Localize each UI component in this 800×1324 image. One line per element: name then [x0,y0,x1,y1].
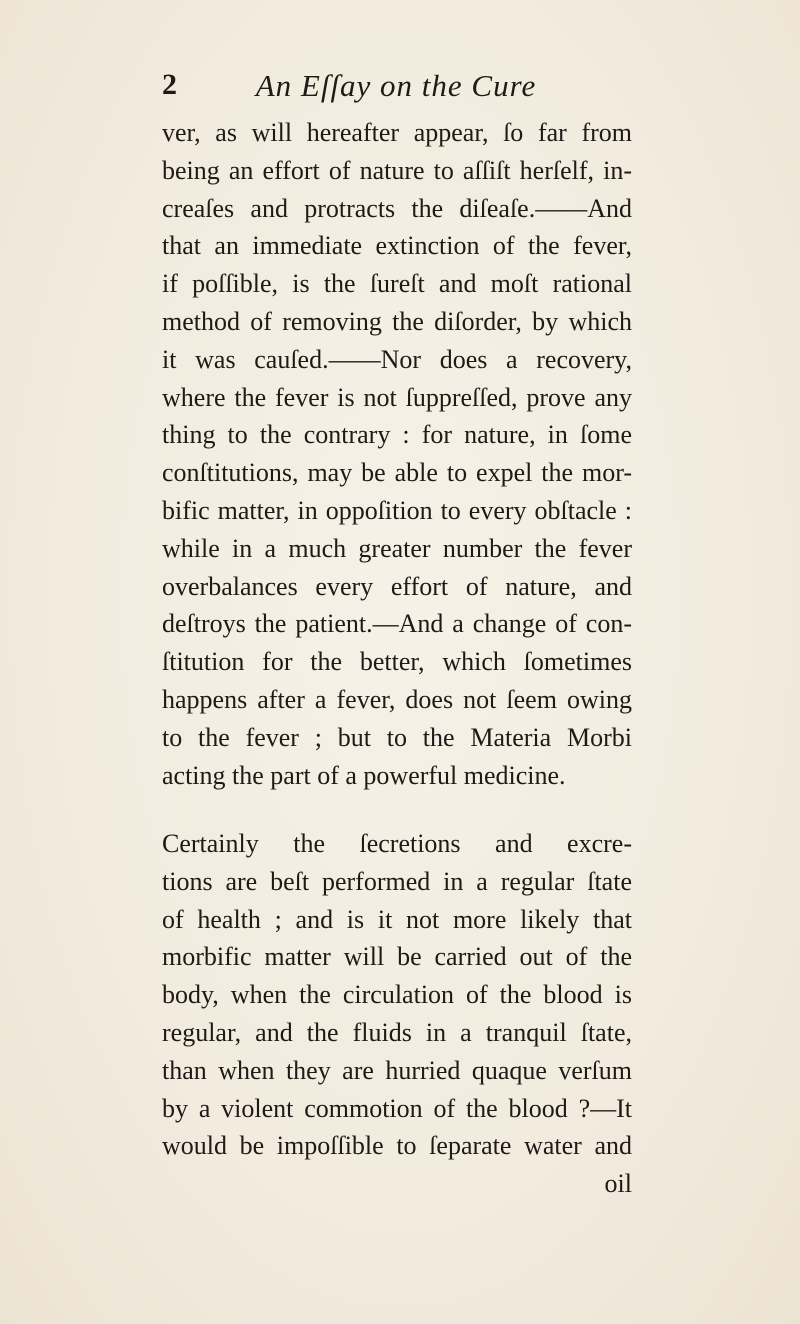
text-line: morbific matter will be carried out of the [162,942,632,972]
text-line: conſtitutions, may be able to expel the mor- [162,458,632,488]
text-line: to the fever ; but to the Materia Morbi [162,722,632,752]
text-line: by a violent commotion of the blood ?—It [162,1093,632,1123]
text-line: it was cauſed.——Nor does a recovery, [162,344,632,374]
catchword: oil [604,1169,632,1199]
text-line: body, when the circulation of the blood is [162,980,632,1010]
page-header [162,68,630,108]
text-line: regular, and the fluids in a tranquil ſtate, [162,1017,632,1047]
text-line: creaſes and protracts the diſeaſe.——And [162,193,632,223]
paragraph-1 [162,114,632,794]
text-line: Certainly the ſecretions and excre- [162,829,632,858]
text-line: that an immediate extinction of the fever, [162,231,632,261]
text-line: being an effort of nature to aſſiſt herſelf, in- [162,155,632,185]
text-line: bific matter, in oppoſition to every obſtacle : [162,495,632,525]
text-line: method of removing the diſorder, by which [162,306,632,336]
text-line: deſtroys the patient.—And a change of con- [162,609,632,639]
text-line: ſtitution for the better, which ſometimes [162,647,632,677]
paragraph-2 [162,825,632,1203]
text-line: while in a much greater number the fever [162,533,632,563]
text-line: if poſſible, is the ſureſt and moſt rational [162,269,632,299]
text-line: than when they are hurried quaque verſum [162,1055,632,1085]
running-head: An Eſſay on the Cure [255,68,537,103]
text-line: would be impoſſible to ſeparate water and [162,1131,632,1161]
text-line: thing to the contrary : for nature, in ſome [162,420,632,450]
text-line: ver, as will hereafter appear, ſo far from [162,118,632,147]
page-number: 2 [162,68,177,101]
text-line: where the fever is not ſuppreſſed, prove any [162,382,632,412]
text-line: happens after a fever, does not ſeem owing [162,684,632,714]
text-line: acting the part of a powerful medicine. [162,760,566,790]
text-line: overbalances every effort of nature, and [162,571,632,601]
text-line: tions are beſt performed in a regular ſtate [162,866,632,896]
text-line: of health ; and is it not more likely that [162,904,632,934]
